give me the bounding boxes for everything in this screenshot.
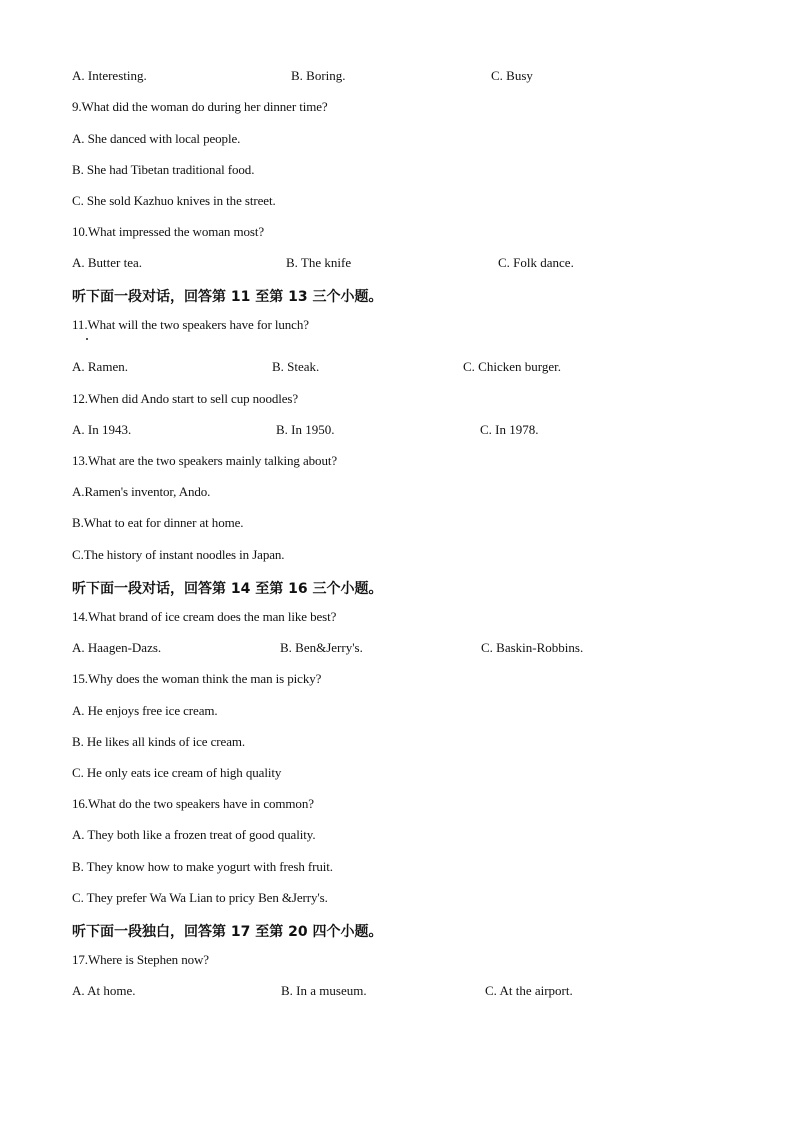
- q10-option-a: A. Butter tea.: [72, 255, 143, 270]
- q13-option-c: C.The history of instant noodles in Japan.: [72, 547, 285, 562]
- section-heading-14-16: 听下面一段对话，回答第 14 至第 16 三个小题。: [72, 581, 383, 597]
- q13-question: 13.What are the two speakers mainly talking about?: [72, 453, 338, 468]
- q8-option-b: B. Boring.: [291, 68, 346, 83]
- q14-option-b: B. Ben&Jerry's.: [280, 640, 363, 655]
- q12-question: 12.When did Ando start to sell cup noodles?: [72, 391, 299, 406]
- q14-option-c: C. Baskin-Robbins.: [481, 640, 584, 655]
- q17-option-b: B. In a museum.: [281, 983, 367, 998]
- q11-option-a: A. Ramen.: [72, 359, 128, 374]
- q11-option-c: C. Chicken burger.: [463, 359, 561, 374]
- q8-option-a: A. Interesting.: [72, 68, 147, 83]
- q16-question: 16.What do the two speakers have in common?: [72, 796, 314, 811]
- q16-option-a: A. They both like a frozen treat of good quality.: [72, 827, 316, 842]
- q9-option-a: A. She danced with local people.: [72, 131, 241, 146]
- q10-question: 10.What impressed the woman most?: [72, 224, 265, 239]
- q10-option-c: C. Folk dance.: [498, 255, 574, 270]
- section-heading-11-13: 听下面一段对话，回答第 11 至第 13 三个小题。: [72, 289, 383, 305]
- q15-question: 15.Why does the woman think the man is picky?: [72, 671, 322, 686]
- q15-option-a: A. He enjoys free ice cream.: [72, 703, 218, 718]
- q9-option-b: B. She had Tibetan traditional food.: [72, 162, 255, 177]
- q9-option-c: C. She sold Kazhuo knives in the street.: [72, 193, 276, 208]
- stray-mark: [86, 338, 88, 340]
- q13-option-a: A.Ramen's inventor, Ando.: [72, 484, 211, 499]
- q15-option-c: C. He only eats ice cream of high quality: [72, 765, 282, 780]
- q17-option-c: C. At the airport.: [485, 983, 573, 998]
- q12-option-a: A. In 1943.: [72, 422, 132, 437]
- q15-option-b: B. He likes all kinds of ice cream.: [72, 734, 246, 749]
- q12-option-c: C. In 1978.: [480, 422, 539, 437]
- q14-question: 14.What brand of ice cream does the man like best?: [72, 609, 337, 624]
- q8-option-c: C. Busy: [491, 68, 533, 83]
- q16-option-b: B. They know how to make yogurt with fresh fruit.: [72, 859, 333, 874]
- q14-option-a: A. Haagen-Dazs.: [72, 640, 162, 655]
- q13-option-b: B.What to eat for dinner at home.: [72, 515, 244, 530]
- section-heading-17-20: 听下面一段独白，回答第 17 至第 20 四个小题。: [72, 924, 383, 940]
- q11-question: 11.What will the two speakers have for lunch?: [72, 317, 309, 332]
- q17-question: 17.Where is Stephen now?: [72, 952, 209, 967]
- q16-option-c: C. They prefer Wa Wa Lian to pricy Ben &Jerry's.: [72, 890, 328, 905]
- q10-option-b: B. The knife: [286, 255, 352, 270]
- q12-option-b: B. In 1950.: [276, 422, 335, 437]
- q11-option-b: B. Steak.: [272, 359, 320, 374]
- q17-option-a: A. At home.: [72, 983, 136, 998]
- q9-question: 9.What did the woman do during her dinner time?: [72, 99, 328, 114]
